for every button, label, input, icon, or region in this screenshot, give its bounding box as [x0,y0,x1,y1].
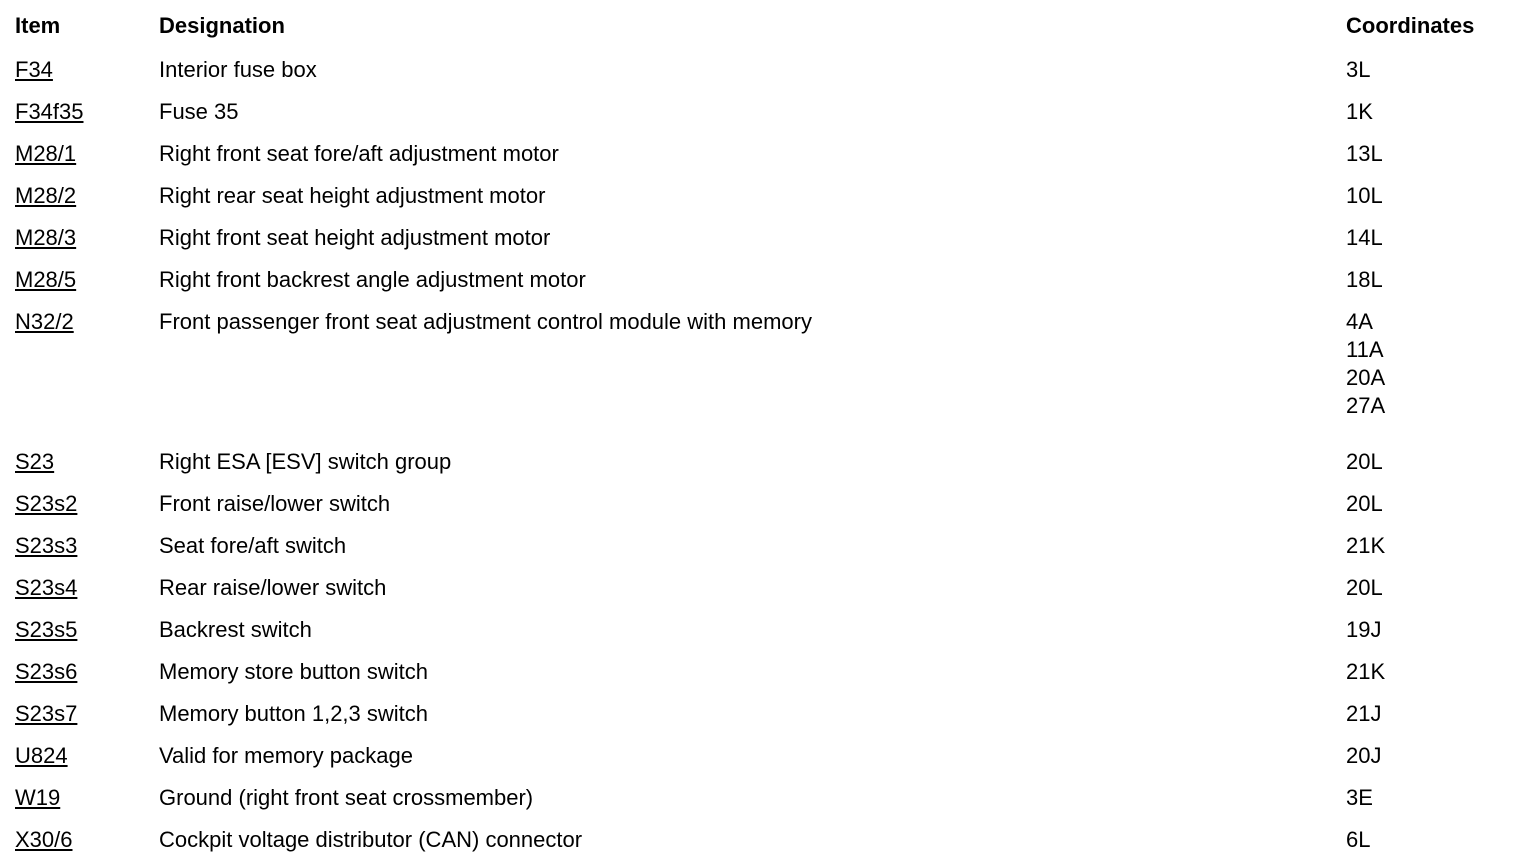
item-cell [0,294,159,434]
coordinates-cell [1346,644,1520,686]
table-row [0,476,1520,518]
table-row [0,812,1520,854]
coordinates-cell [1346,168,1520,210]
coordinate-value: 21J [1346,701,1382,726]
item-link[interactable]: X30/6 [15,827,73,852]
item-cell [0,770,159,812]
coordinate-value: 20J [1346,743,1382,768]
coordinates-cell [1346,770,1520,812]
item-link[interactable]: N32/2 [15,309,74,334]
designation-cell: Front passenger front seat adjustment control module with memory [159,309,812,334]
designation-cell: Front raise/lower switch [159,491,391,516]
item-cell [0,686,159,728]
coordinates-cell [1346,294,1520,434]
coordinates-cell [1346,602,1520,644]
designation-cell: Fuse 35 [159,99,239,124]
table-body [0,42,1520,854]
item-cell [0,812,159,854]
table-row [0,294,1520,434]
header-designation: Designation [159,13,285,38]
designation-cell: Cockpit voltage distributor (CAN) connector [159,827,583,852]
designation-cell: Ground (right front seat crossmember) [159,785,534,810]
table-row [0,434,1520,476]
table-row [0,602,1520,644]
coordinate-value: 1K [1346,99,1373,124]
coordinate-value: 20L [1346,449,1383,474]
item-link[interactable]: M28/3 [15,225,77,250]
item-cell [0,728,159,770]
item-link[interactable]: F34 [15,57,53,82]
item-link[interactable]: M28/1 [15,141,77,166]
item-cell [0,602,159,644]
coordinate-value: 14L [1346,225,1383,250]
coordinates-cell [1346,210,1520,252]
header-item: Item [15,13,61,38]
item-cell [0,518,159,560]
item-link[interactable]: M28/2 [15,183,77,208]
coordinate-value: 21K [1346,533,1386,558]
designation-cell: Right front seat fore/aft adjustment motor [159,141,559,166]
table-row [0,728,1520,770]
item-link[interactable]: M28/5 [15,267,77,292]
header-coordinates: Coordinates [1346,13,1475,38]
item-link[interactable]: F34f35 [15,99,84,124]
table-row [0,770,1520,812]
table-row [0,168,1520,210]
coordinates-cell [1346,560,1520,602]
coordinates-cell [1346,84,1520,126]
coordinate-value: 13L [1346,141,1383,166]
item-link[interactable]: S23s5 [15,617,78,642]
item-link[interactable]: S23s4 [15,575,78,600]
item-cell [0,210,159,252]
table-row [0,518,1520,560]
coordinate-value: 20L [1346,491,1383,516]
table-row [0,84,1520,126]
designation-cell: Memory button 1,2,3 switch [159,701,429,726]
coordinates-cell [1346,728,1520,770]
table-row [0,686,1520,728]
designation-cell: Valid for memory package [159,743,413,768]
coordinate-value: 18L [1346,267,1383,292]
coordinates-cell [1346,518,1520,560]
coordinates-cell [1346,42,1520,84]
item-cell [0,252,159,294]
item-cell [0,42,159,84]
coordinate-value: 3L [1346,57,1371,82]
item-cell [0,434,159,476]
item-link[interactable]: S23s7 [15,701,78,726]
item-link[interactable]: S23s2 [15,491,78,516]
item-link[interactable]: S23s6 [15,659,78,684]
designation-cell: Right front seat height adjustment motor [159,225,551,250]
table-row [0,210,1520,252]
coordinate-value: 27A [1346,393,1386,418]
table-header [0,0,1520,42]
item-cell [0,476,159,518]
item-link[interactable]: S23s3 [15,533,78,558]
item-link[interactable]: W19 [15,785,61,810]
table-row [0,560,1520,602]
coordinate-value: 10L [1346,183,1383,208]
item-link[interactable]: S23 [15,449,55,474]
designation-cell: Right ESA [ESV] switch group [159,449,452,474]
item-cell [0,84,159,126]
item-cell [0,126,159,168]
item-cell [0,644,159,686]
coordinate-value: 6L [1346,827,1371,852]
designation-cell: Backrest switch [159,617,312,642]
table-row [0,644,1520,686]
designation-cell: Rear raise/lower switch [159,575,387,600]
coordinate-value: 20L [1346,575,1383,600]
coordinates-cell [1346,434,1520,476]
coordinate-value: 11A [1346,337,1384,362]
coordinate-value: 19J [1346,617,1382,642]
coordinate-value: 3E [1346,785,1373,810]
designation-cell: Right front backrest angle adjustment motor [159,267,586,292]
coordinates-cell [1346,686,1520,728]
table-row [0,252,1520,294]
coordinates-cell [1346,812,1520,854]
coordinate-value: 21K [1346,659,1386,684]
coordinates-cell [1346,476,1520,518]
coordinates-cell [1346,126,1520,168]
designation-cell: Memory store button switch [159,659,428,684]
coordinates-cell [1346,252,1520,294]
coordinate-value: 20A [1346,365,1386,390]
item-cell [0,560,159,602]
designation-cell: Seat fore/aft switch [159,533,347,558]
item-link[interactable]: U824 [15,743,68,768]
coordinate-value: 4A [1346,309,1373,334]
table-row [0,42,1520,84]
item-cell [0,168,159,210]
header-row [0,0,1520,42]
designation-cell: Interior fuse box [159,57,317,82]
designation-cell: Right rear seat height adjustment motor [159,183,546,208]
table-row [0,126,1520,168]
